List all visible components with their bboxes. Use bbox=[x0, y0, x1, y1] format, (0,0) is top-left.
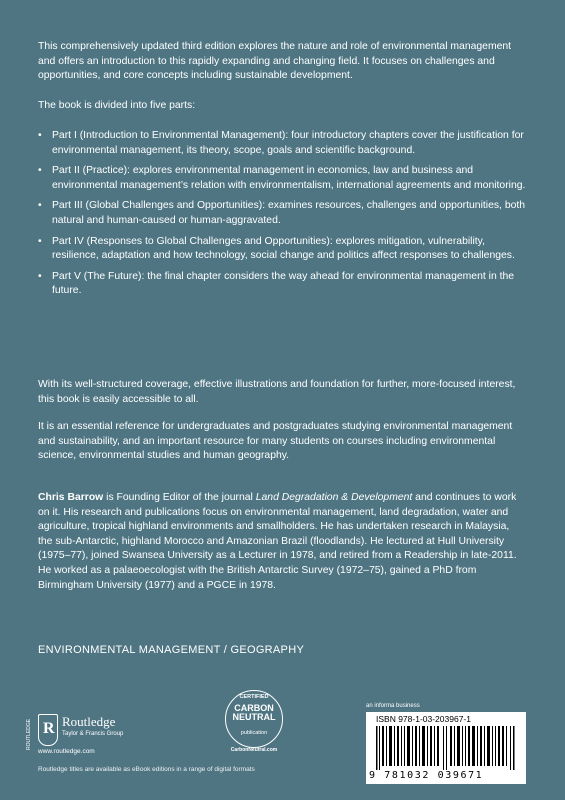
list-item bbox=[38, 235, 526, 264]
list-item bbox=[38, 129, 526, 158]
intro-paragraph: This comprehensively updated third edition explores the nature and role of environmental management and offers an introduction to this rapidly expanding and changing field. It focuses on challenges and opportunities, and core concepts including sustainable development. bbox=[38, 41, 512, 82]
part-text: Part V (The Future): the final chapter considers the way ahead for environmental management in the future. bbox=[52, 270, 515, 297]
publisher-group: Taylor & Francis Group bbox=[62, 731, 124, 737]
part-text: Part I (Introduction to Environmental Management): four introductory chapters cover the justification for environmental management, its theory, scope, goals and scientific background. bbox=[52, 130, 524, 156]
barcode-icon bbox=[376, 726, 518, 770]
author-bio bbox=[38, 491, 526, 593]
routledge-logo: R ROUTLEDGE Routledge Taylor & Francis Group bbox=[26, 714, 124, 750]
author-name: Chris Barrow bbox=[38, 492, 104, 503]
informa-label: an informa business bbox=[366, 703, 420, 709]
parts-list bbox=[38, 129, 526, 305]
bullet-icon: • bbox=[38, 130, 42, 141]
publisher-name: Routledge bbox=[62, 714, 116, 729]
bullet-icon: • bbox=[38, 270, 42, 282]
list-item bbox=[38, 270, 526, 299]
barcode-number: 9 781032 039671 bbox=[369, 770, 484, 781]
list-item bbox=[38, 164, 526, 193]
list-item bbox=[38, 199, 526, 228]
structure-paragraph: With its well-structured coverage, effective illustrations and foundation for further, more-focused interest, this book is easily accessible to all. bbox=[38, 379, 516, 405]
bio-rest: and continues to work on it. His research and publications focus on environmental management, land degradation, water and agriculture, tropical highland environments and smallholders. He has undertaken research in Malaysia, the sub-Antarctic, highland Morocco and Amazonian Brazil (floodlands). He lectured at Hull University (1975–77), joined Swansea University as a Lecturer in 1978, and retired from a Readership in late-2011. He worked as a palaeoecologist with the British Antarctic Survey (1972–75), gained a PhD from Birmingham University (1977) and a PGCE in 1978. bbox=[38, 492, 517, 591]
isbn-barcode bbox=[366, 712, 526, 784]
carbon-url: CarbonNeutral.com bbox=[230, 747, 278, 753]
ebook-notice: Routledge titles are available as eBook editions in a range of digital formats bbox=[38, 766, 255, 773]
bio-lead: is Founding Editor of the journal bbox=[103, 492, 256, 503]
isbn-text: ISBN 978-1-03-203967-1 bbox=[376, 714, 471, 724]
carbon-neutral-badge: CERTIFIED CARBON NEUTRAL publication bbox=[225, 690, 285, 750]
subject-category: ENVIRONMENTAL MANAGEMENT / GEOGRAPHY bbox=[38, 644, 305, 656]
audience-paragraph: It is an essential reference for undergraduates and postgraduates studying environmental management and sustainability, and an important resource for many students on courses including environmental science, environmental studies and human geography. bbox=[38, 421, 513, 462]
part-text: Part III (Global Challenges and Opportunities): examines resources, challenges and opportunities, both natural and human-caused or human-aggravated. bbox=[52, 200, 526, 226]
publisher-url: www.routledge.com bbox=[38, 748, 95, 755]
routledge-emblem-icon: R bbox=[38, 714, 58, 746]
journal-title: Land Degradation & Development bbox=[255, 492, 413, 503]
part-text: Part IV (Responses to Global Challenges and Opportunities): explores mitigation, vulnerability, resilience, adaptation and how technology, social change and politics affect responses to challenges. bbox=[52, 235, 515, 262]
bullet-icon: • bbox=[38, 200, 42, 212]
part-text: Part II (Practice): explores environmental management in economics, law and business and environmental management’s relation with environmentalism, international agreements and monitoring. bbox=[52, 165, 526, 191]
bullet-icon: • bbox=[38, 235, 42, 247]
parts-intro: The book is divided into five parts: bbox=[38, 100, 196, 111]
bullet-icon: • bbox=[38, 165, 42, 177]
